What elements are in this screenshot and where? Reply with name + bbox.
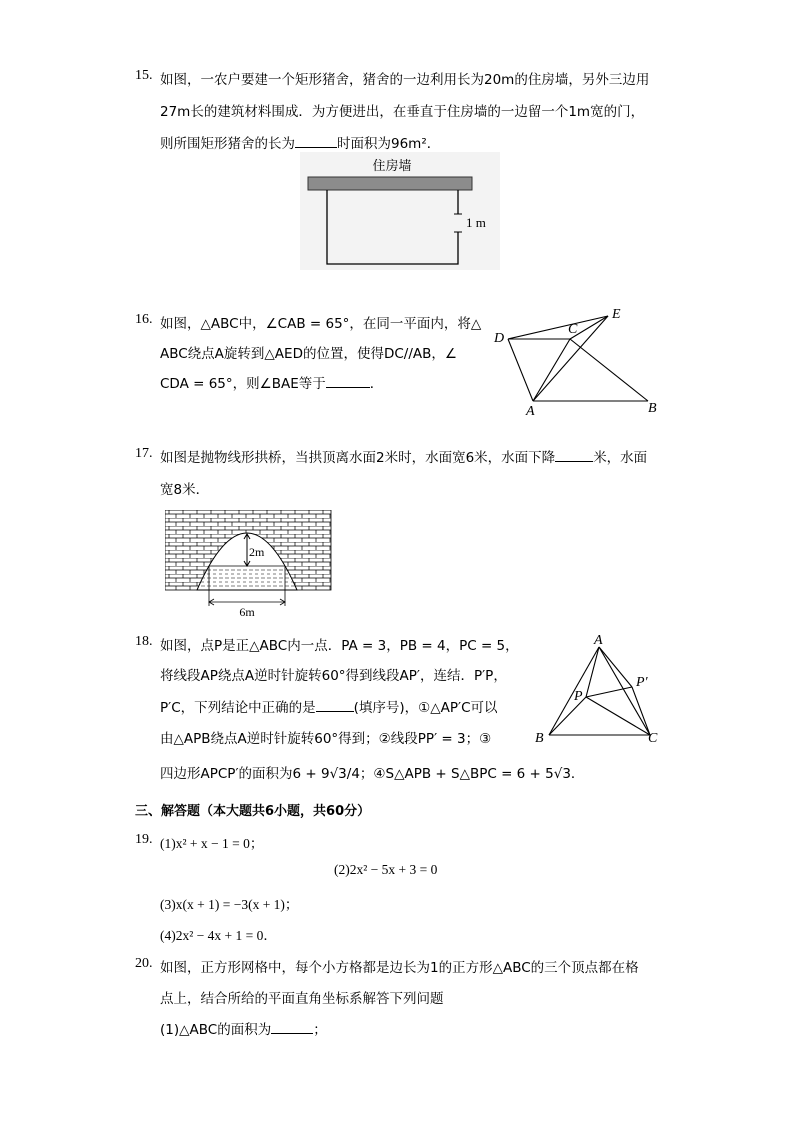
question-text-line: CDA = 65°，则∠BAE等于 ． bbox=[160, 376, 384, 392]
question-text-line: 如图是抛物线形拱桥，当拱顶离水面2米时，水面宽6米，水面下降 米，水面 bbox=[160, 450, 648, 466]
point-label-d: D bbox=[494, 331, 505, 346]
question-number: 19. bbox=[135, 832, 153, 847]
question-number: 16. bbox=[135, 312, 153, 327]
point-label-a: A bbox=[526, 404, 535, 418]
question-text-line: 如图，△ABC中，∠CAB = 65°，在同一平面内，将△ bbox=[160, 316, 482, 332]
answer-blank[interactable] bbox=[326, 375, 370, 388]
equation-3: (3)x(x + 1) = −3(x + 1)； bbox=[160, 897, 299, 912]
question-text-line: 如图，正方形网格中，每个小方格都是边长为1的正方形△ABC的三个顶点都在格 bbox=[160, 960, 639, 976]
question-number: 20. bbox=[135, 956, 153, 971]
question-number: 15. bbox=[135, 68, 153, 83]
height-label: 2m bbox=[249, 545, 265, 559]
point-label-a: A bbox=[594, 633, 603, 648]
door-label: 1 m bbox=[466, 215, 486, 230]
section-heading: 三、解答题（本大题共6小题，共60分） bbox=[135, 804, 371, 819]
figure-lines bbox=[549, 647, 650, 735]
point-label-e: E bbox=[612, 307, 621, 322]
equilateral-triangle-figure bbox=[532, 632, 667, 744]
question-text-line: ABC绕点A旋转到△AED的位置，使得DC//AB，∠ bbox=[160, 346, 457, 362]
rotation-triangle-figure bbox=[488, 300, 668, 418]
question-text-line: P′C，下列结论中正确的是 (填序号)，①△AP′C可以 bbox=[160, 700, 498, 716]
question-text-line: 由△APB绕点A逆时针旋转60°得到；②线段PP′ = 3；③ bbox=[160, 731, 492, 747]
question-text-line: 27m长的建筑材料围成．为方便进出，在垂直于住房墙的一边留一个1m宽的门， bbox=[160, 104, 645, 120]
question-text-line: 将线段AP绕点A逆时针旋转60°得到线段AP′，连结．P′P， bbox=[160, 668, 507, 684]
point-label-p-prime: P′ bbox=[636, 675, 648, 690]
point-label-c: C bbox=[568, 322, 578, 337]
question-number: 18. bbox=[135, 634, 153, 649]
question-number: 17. bbox=[135, 446, 153, 461]
equation-4: (4)2x² − 4x + 1 = 0． bbox=[160, 928, 277, 943]
pigsty-figure bbox=[300, 152, 500, 270]
answer-blank[interactable] bbox=[316, 699, 354, 712]
equation-1: (1)x² + x − 1 = 0； bbox=[160, 836, 264, 851]
question-text-line: (1)△ABC的面积为 ； bbox=[160, 1022, 327, 1038]
point-label-b: B bbox=[535, 731, 544, 744]
point-label-p: P bbox=[574, 689, 583, 704]
question-text-line: 四边形APCP′的面积为6 + 9√3/4；④S△APB + S△BPC = 6 + 5√3． bbox=[160, 766, 585, 782]
question-text-line: 则所围矩形猪舍的长为 时面积为96m²． bbox=[160, 136, 441, 152]
wall-label: 住房墙 bbox=[372, 158, 412, 173]
question-text-line: 如图，一农户要建一个矩形猪舍，猪舍的一边利用长为20m的住房墙，另外三边用 bbox=[160, 72, 650, 88]
answer-blank[interactable] bbox=[295, 135, 337, 148]
answer-blank[interactable] bbox=[271, 1021, 313, 1034]
question-text-line: 如图，点P是正△ABC内一点．PA = 3，PB = 4，PC = 5， bbox=[160, 638, 519, 654]
point-label-c: C bbox=[648, 731, 658, 744]
figure-lines bbox=[508, 316, 648, 401]
answer-blank[interactable] bbox=[555, 449, 593, 462]
arch-bridge-figure bbox=[165, 510, 333, 620]
house-wall bbox=[308, 177, 472, 190]
equation-2: (2)2x² − 5x + 3 = 0 bbox=[334, 862, 438, 877]
question-text-line: 点上，结合所给的平面直角坐标系解答下列问题 bbox=[160, 991, 444, 1007]
point-label-b: B bbox=[648, 401, 657, 416]
question-text-line: 宽8米． bbox=[160, 482, 210, 498]
width-label: 6m bbox=[239, 605, 255, 619]
